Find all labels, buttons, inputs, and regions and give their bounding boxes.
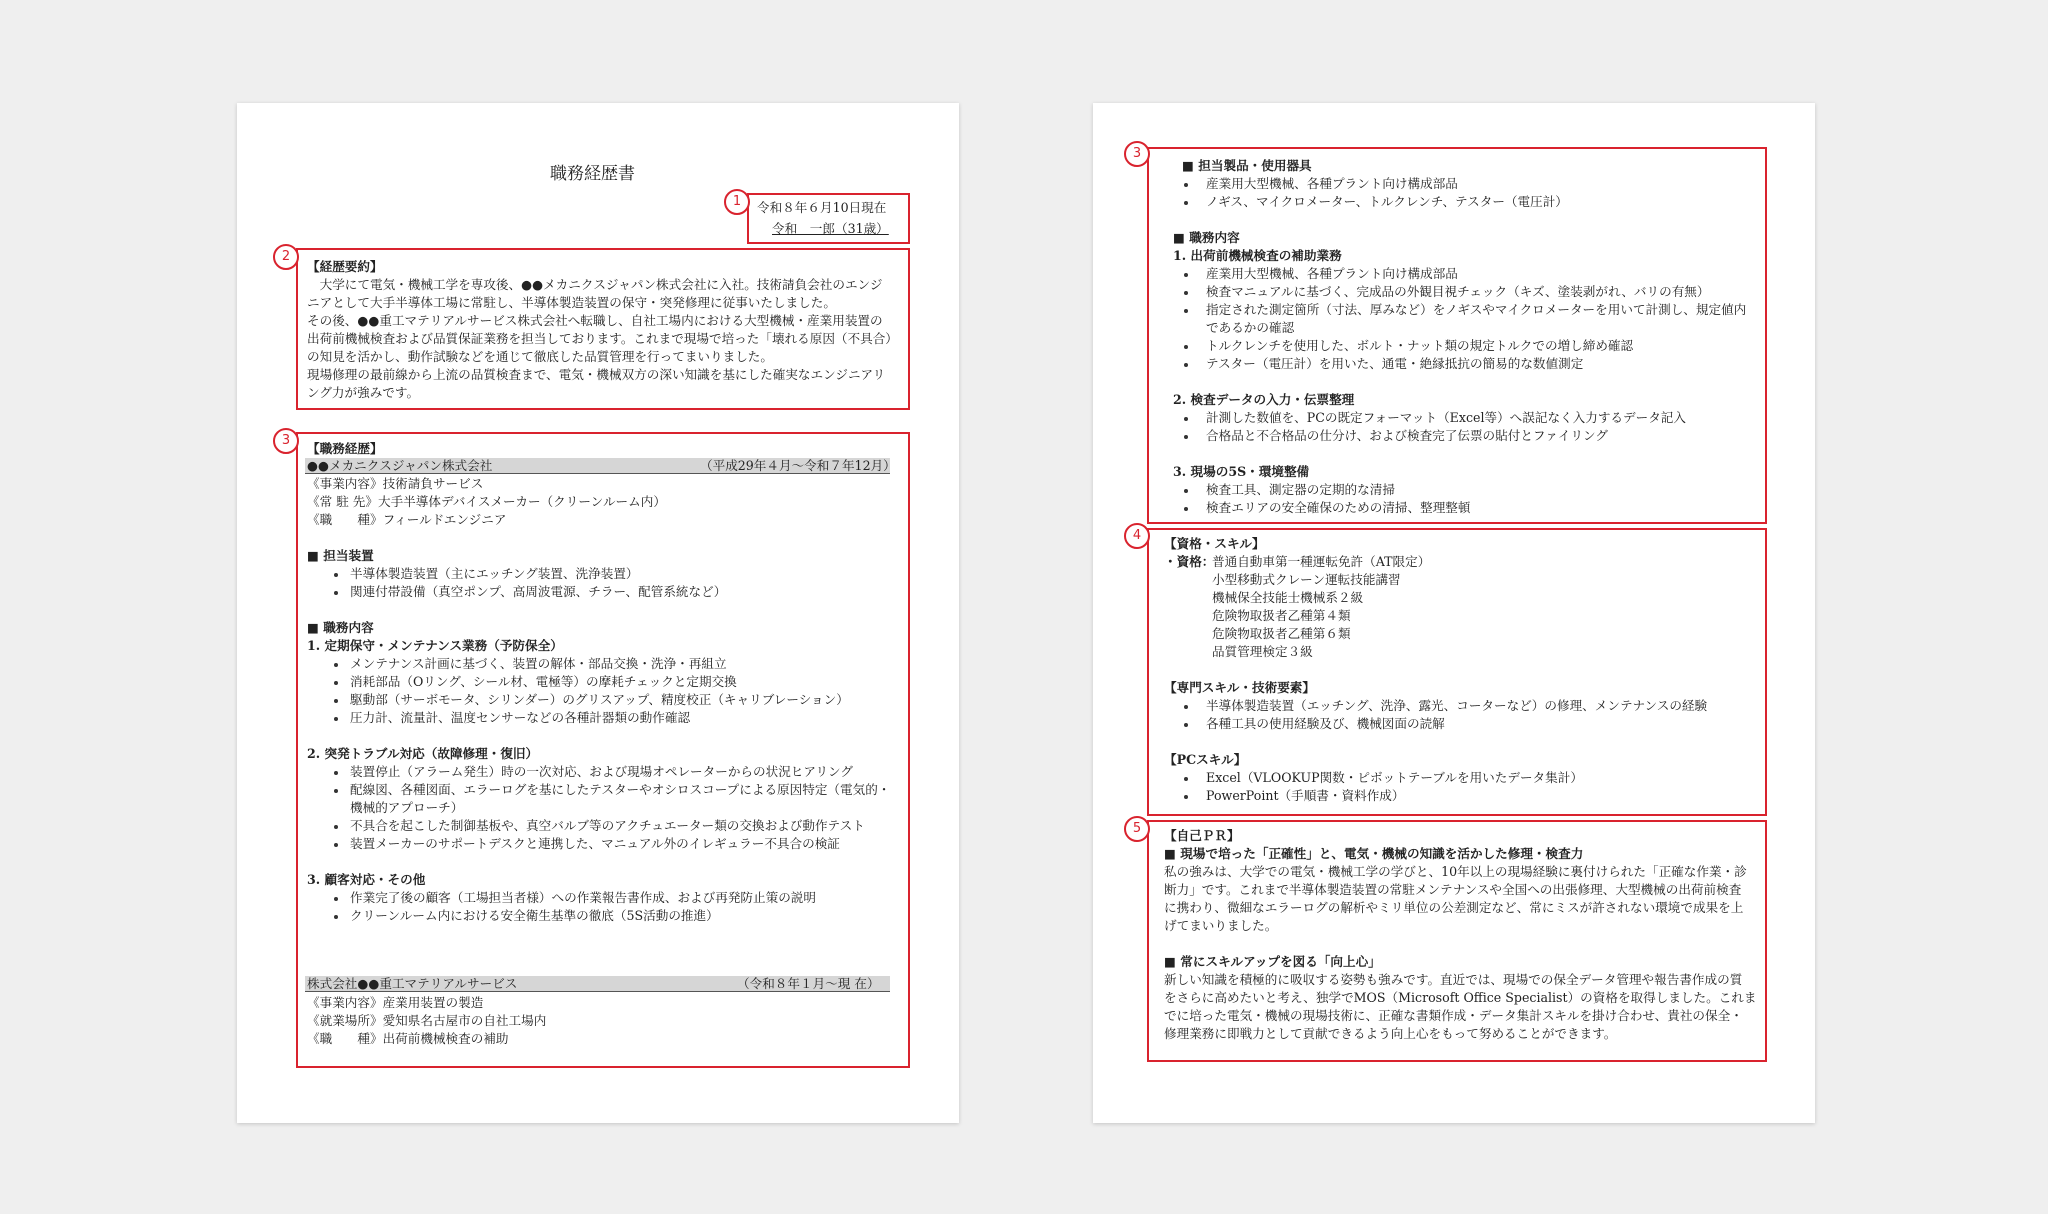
document-page-1 [237, 103, 959, 1123]
duty1-item: 消耗部品（Oリング、シール材、電極等）の摩耗チェックと定期交換 [350, 674, 737, 689]
duty3-item: クリーンルーム内における安全衛生基準の徹底（5S活動の推進） [350, 908, 719, 923]
bullet-icon [1184, 489, 1188, 493]
duty3-title: 3. 現場の5S・環境整備 [1173, 464, 1310, 479]
company2-period: （令和８年１月～現 在） [737, 976, 880, 991]
pr-para2-line: をさらに高めたいと考え、独学でMOS（Microsoft Office Specialist）の資格を取得しました。これま [1164, 990, 1757, 1005]
duty1-item: 圧力計、流量計、温度センサーなどの各種計器類の動作確認 [350, 710, 691, 725]
bullet-icon [334, 573, 338, 577]
duty1-item: メンテナンス計画に基づく、装置の解体・部品交換・洗浄・再組立 [350, 656, 727, 671]
products-item: ノギス、マイクロメーター、トルクレンチ、テスター（電圧計） [1206, 194, 1568, 209]
bullet-icon [1184, 705, 1188, 709]
duty2-item: 不具合を起こした制御基板や、真空バルブ等のアクチュエーター類の交換および動作テスト [350, 818, 865, 833]
pc-item: PowerPoint（手順書・資料作成） [1206, 788, 1405, 803]
callout-number-1: 1 [724, 189, 750, 215]
summary-line: ニアとして大手半導体工場に常駐し、半導体製造装置の保守・突発修理に従事いたしました。 [307, 295, 836, 310]
duty1-title: 1. 定期保守・メンテナンス業務（予防保全） [307, 638, 563, 653]
company2-info: 《職 種》出荷前機械検査の補助 [307, 1031, 509, 1046]
cert-item: 機械保全技能士機械系２級 [1212, 590, 1364, 605]
pc-item: Excel（VLOOKUP関数・ピボットテーブルを用いたデータ集計） [1206, 770, 1583, 785]
callout-number-3b: 3 [1124, 141, 1150, 167]
duty2-title: 2. 検査データの入力・伝票整理 [1173, 392, 1355, 407]
callout-number-3: 3 [273, 428, 299, 454]
company2-info: 《就業場所》愛知県名古屋市の自社工場内 [307, 1013, 547, 1028]
duty1-item-cont: であるかの確認 [1206, 320, 1295, 335]
products-item: 産業用大型機械、各種プラント向け構成部品 [1206, 176, 1458, 191]
company1-name: ●●メカニクスジャパン株式会社 [307, 458, 493, 473]
pr-sub1: ■ 現場で培った「正確性」と、電気・機械の知識を活かした修理・検査力 [1164, 846, 1584, 861]
duties-heading: ■ 職務内容 [307, 620, 374, 635]
pr-para1-line: 断力」です。これまで半導体製造装置の常駐メンテナンスや全国への出張修理、大型機械の出荷前検査 [1164, 882, 1742, 897]
company1-period: （平成29年４月～令和７年12月） [700, 458, 896, 473]
pr-para1-line: げてまいりました。 [1164, 918, 1278, 933]
equip-item: 半導体製造装置（主にエッチング装置、洗浄装置） [350, 566, 639, 581]
summary-line: ング力が強みです。 [307, 385, 420, 400]
bullet-icon [334, 843, 338, 847]
pr-para1-line: 私の強みは、大学での電気・機械工学の学びと、10年以上の現場経験に裏付けられた「正確な作業・診 [1164, 864, 1747, 879]
company2-info: 《事業内容》産業用装置の製造 [307, 995, 484, 1010]
duty2-title: 2. 突発トラブル対応（故障修理・復旧） [307, 746, 539, 761]
bullet-icon [1184, 273, 1188, 277]
duty1-item: トルクレンチを使用した、ボルト・ナット類の規定トルクでの増し締め確認 [1206, 338, 1634, 353]
duty2-item: 装置メーカーのサポートデスクと連携した、マニュアル外のイレギュラー不具合の検証 [350, 836, 840, 851]
summary-line: 現場修理の最前線から上流の品質検査まで、電気・機械双方の深い知識を基にした確実なエンジニアリ [307, 367, 886, 382]
company1-info: 《常 駐 先》大手半導体デバイスメーカー（クリーンルーム内） [307, 494, 666, 509]
cert-item: 小型移動式クレーン運転技能講習 [1212, 572, 1401, 587]
cert-item: 普通自動車第一種運転免許（AT限定） [1212, 554, 1431, 569]
pc-heading: 【PCスキル】 [1164, 752, 1247, 767]
company1-info: 《職 種》フィールドエンジニア [307, 512, 507, 527]
bullet-icon [1184, 291, 1188, 295]
bullet-icon [1184, 201, 1188, 205]
bullet-icon [334, 663, 338, 667]
products-heading: ■ 担当製品・使用器具 [1182, 158, 1312, 173]
bullet-icon [1184, 795, 1188, 799]
duty2-item: 合格品と不合格品の仕分け、および検査完了伝票の貼付とファイリング [1206, 428, 1608, 443]
duty1-item: 産業用大型機械、各種プラント向け構成部品 [1206, 266, 1458, 281]
bullet-icon [334, 789, 338, 793]
duty2-item-cont: 機械的アプローチ） [350, 800, 464, 815]
bullet-icon [334, 771, 338, 775]
tech-item: 半導体製造装置（エッチング、洗浄、露光、コーターなど）の修理、メンテナンスの経験 [1206, 698, 1708, 713]
tech-item: 各種工具の使用経験及び、機械図面の読解 [1206, 716, 1445, 731]
duties-heading: ■ 職務内容 [1173, 230, 1240, 245]
document-title: 職務経歴書 [550, 164, 635, 184]
duty3-item: 検査工具、測定器の定期的な清掃 [1206, 482, 1395, 497]
duty2-item: 装置停止（アラーム発生）時の一次対応、および現場オペレーターからの状況ヒアリング [350, 764, 853, 779]
callout-number-5: 5 [1124, 816, 1150, 842]
duty3-item: 検査エリアの安全確保のための清掃、整理整頓 [1206, 500, 1471, 515]
cert-label: ・資格： [1164, 554, 1215, 569]
bullet-icon [1184, 363, 1188, 367]
pr-para2-line: 修理業務に即戦力として貢献できるよう向上心をもって努めることができます。 [1164, 1026, 1617, 1041]
bullet-icon [1184, 345, 1188, 349]
company2-name: 株式会社●●重工マテリアルサービス [307, 976, 518, 991]
bullet-icon [334, 897, 338, 901]
pr-heading: 【自己ＰＲ】 [1164, 828, 1240, 843]
duty2-item: 配線図、各種図面、エラーログを基にしたテスターやオシロスコープによる原因特定（電気的・ [350, 782, 891, 797]
date-line: 令和８年６月10日現在 [757, 200, 887, 215]
bullet-icon [1184, 723, 1188, 727]
cert-item: 危険物取扱者乙種第６類 [1212, 626, 1351, 641]
bullet-icon [1184, 309, 1188, 313]
duty1-item: 検査マニュアルに基づく、完成品の外観目視チェック（キズ、塗装剥がれ、バリの有無） [1206, 284, 1710, 299]
cert-item: 品質管理検定３級 [1212, 644, 1313, 659]
cert-item: 危険物取扱者乙種第４類 [1212, 608, 1351, 623]
bullet-icon [1184, 417, 1188, 421]
duty1-item: テスター（電圧計）を用いた、通電・絶縁抵抗の簡易的な数値測定 [1206, 356, 1584, 371]
skills-heading: 【資格・スキル】 [1164, 536, 1265, 551]
duty2-item: 計測した数値を、PCの既定フォーマット（Excel等）へ誤記なく入力するデータ記入 [1206, 410, 1686, 425]
tech-heading: 【専門スキル・技術要素】 [1164, 680, 1315, 695]
bullet-icon [1184, 183, 1188, 187]
pr-para1-line: に携わり、微細なエラーログの解析やミリ単位の公差測定など、常にミスが許されない環境で成果を上 [1164, 900, 1744, 915]
equip-item: 関連付帯設備（真空ポンプ、高周波電源、チラー、配管系統など） [350, 584, 727, 599]
summary-line: 大学にて電気・機械工学を専攻後、●●メカニクスジャパン株式会社に入社。技術請負会社のエンジ [307, 277, 883, 292]
duty1-item: 駆動部（サーボモータ、シリンダー）のグリスアップ、精度校正（キャリブレーション） [350, 692, 849, 707]
pr-para2-line: 新しい知識を積極的に吸収する姿勢も強みです。直近では、現場での保全データ管理や報告書作成の質 [1164, 972, 1743, 987]
equip-heading: ■ 担当装置 [307, 548, 374, 563]
name-line: 令和 一郎（31歳） [772, 221, 889, 236]
bullet-icon [334, 825, 338, 829]
company1-info: 《事業内容》技術請負サービス [307, 476, 484, 491]
document-page-2 [1093, 103, 1815, 1123]
summary-line: の知見を活かし、動作試験などを通じて徹底した品質管理を行ってまいりました。 [307, 349, 773, 364]
summary-line: その後、●●重工マテリアルサービス株式会社へ転職し、自社工場内における大型機械・産業用装置の [307, 313, 883, 328]
pr-para2-line: でに培った電気・機械の現場技術に、正確な書類作成・データ集計スキルを掛け合わせ、貴社の保全・ [1164, 1008, 1743, 1023]
callout-number-4: 4 [1124, 523, 1150, 549]
bullet-icon [1184, 507, 1188, 511]
callout-number-2: 2 [273, 244, 299, 270]
bullet-icon [334, 915, 338, 919]
career-heading: 【職務経歴】 [307, 441, 383, 456]
duty1-title: 1. 出荷前機械検査の補助業務 [1173, 248, 1342, 263]
pr-sub2: ■ 常にスキルアップを図る「向上心」 [1164, 954, 1381, 969]
summary-heading: 【経歴要約】 [307, 259, 383, 274]
bullet-icon [1184, 435, 1188, 439]
bullet-icon [334, 681, 338, 685]
bullet-icon [334, 699, 338, 703]
bullet-icon [334, 591, 338, 595]
summary-line: 出荷前機械検査および品質保証業務を担当しております。これまで現場で培った「壊れる原因（不具合） [307, 331, 898, 346]
duty1-item: 指定された測定箇所（寸法、厚みなど）をノギスやマイクロメーターを用いて計測し、規定値内 [1206, 302, 1747, 317]
bullet-icon [334, 717, 338, 721]
bullet-icon [1184, 777, 1188, 781]
duty3-item: 作業完了後の顧客（工場担当者様）への作業報告書作成、および再発防止策の説明 [350, 890, 816, 905]
duty3-title: 3. 顧客対応・その他 [307, 872, 426, 887]
